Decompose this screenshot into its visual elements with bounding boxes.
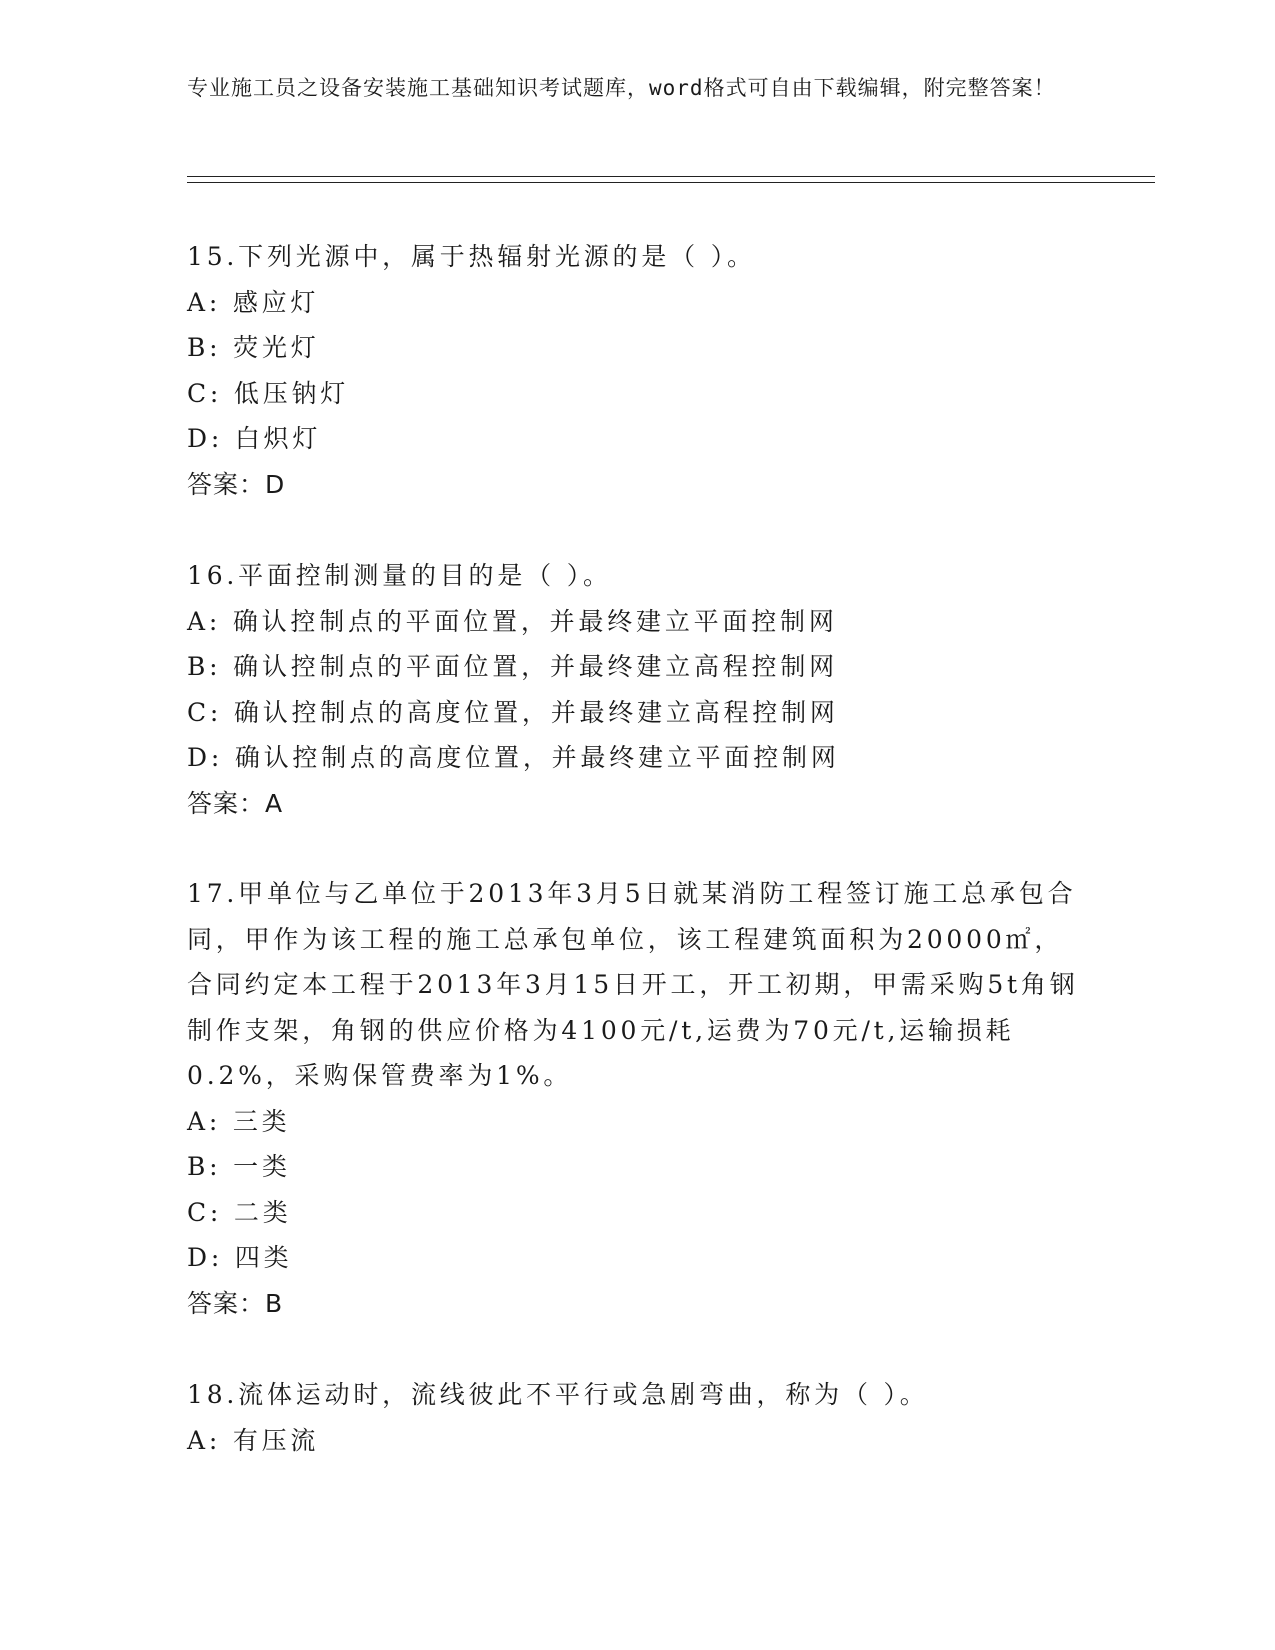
option-c: C: 二类 — [187, 1197, 292, 1227]
option-a: A: 确认控制点的平面位置，并最终建立平面控制网 — [187, 606, 838, 636]
answer: 答案：A — [187, 788, 284, 818]
question-16 — [187, 553, 1087, 826]
option-b: B: 一类 — [187, 1152, 291, 1181]
option-a: A: 三类 — [187, 1106, 291, 1136]
header-divider-bottom — [187, 182, 1155, 183]
question-18 — [187, 1372, 1087, 1463]
question-17 — [187, 871, 1087, 1326]
answer: 答案：D — [187, 469, 286, 499]
option-b: B: 确认控制点的平面位置，并最终建立高程控制网 — [187, 652, 838, 681]
option-d: D: 白炽灯 — [187, 424, 322, 453]
question-stem: 17.甲单位与乙单位于2013年3月5日就某消防工程签订施工总承包合同，甲作为该工程的施工总承包单位，该工程建筑面积为20000㎡，合同约定本工程于2013年3月15日开工，开工初期，甲需采购5t角钢制作支架，角钢的供应价格为4100元/t,运费为70元/t,运输损耗0.2%，采购保管费率为1%。 — [187, 879, 1079, 1090]
option-a: A: 有压流 — [187, 1425, 320, 1455]
question-15 — [187, 234, 1087, 507]
question-stem: 15.下列光源中，属于热辐射光源的是（ ）。 — [187, 242, 756, 271]
option-a: A: 感应灯 — [187, 287, 320, 317]
option-c: C: 低压钠灯 — [187, 378, 350, 408]
option-b: B: 荧光灯 — [187, 333, 320, 362]
question-stem: 16.平面控制测量的目的是（ ）。 — [187, 561, 612, 590]
question-stem: 18.流体运动时，流线彼此不平行或急剧弯曲，称为（ ）。 — [187, 1380, 929, 1409]
header-divider-top — [187, 176, 1155, 177]
document-intro: 专业施工员之设备安装施工基础知识考试题库，word格式可自由下载编辑，附完整答案！ — [187, 76, 1056, 100]
option-d: D: 确认控制点的高度位置，并最终建立平面控制网 — [187, 743, 840, 772]
option-d: D: 四类 — [187, 1243, 293, 1272]
answer: 答案：B — [187, 1288, 284, 1318]
option-c: C: 确认控制点的高度位置，并最终建立高程控制网 — [187, 697, 839, 727]
